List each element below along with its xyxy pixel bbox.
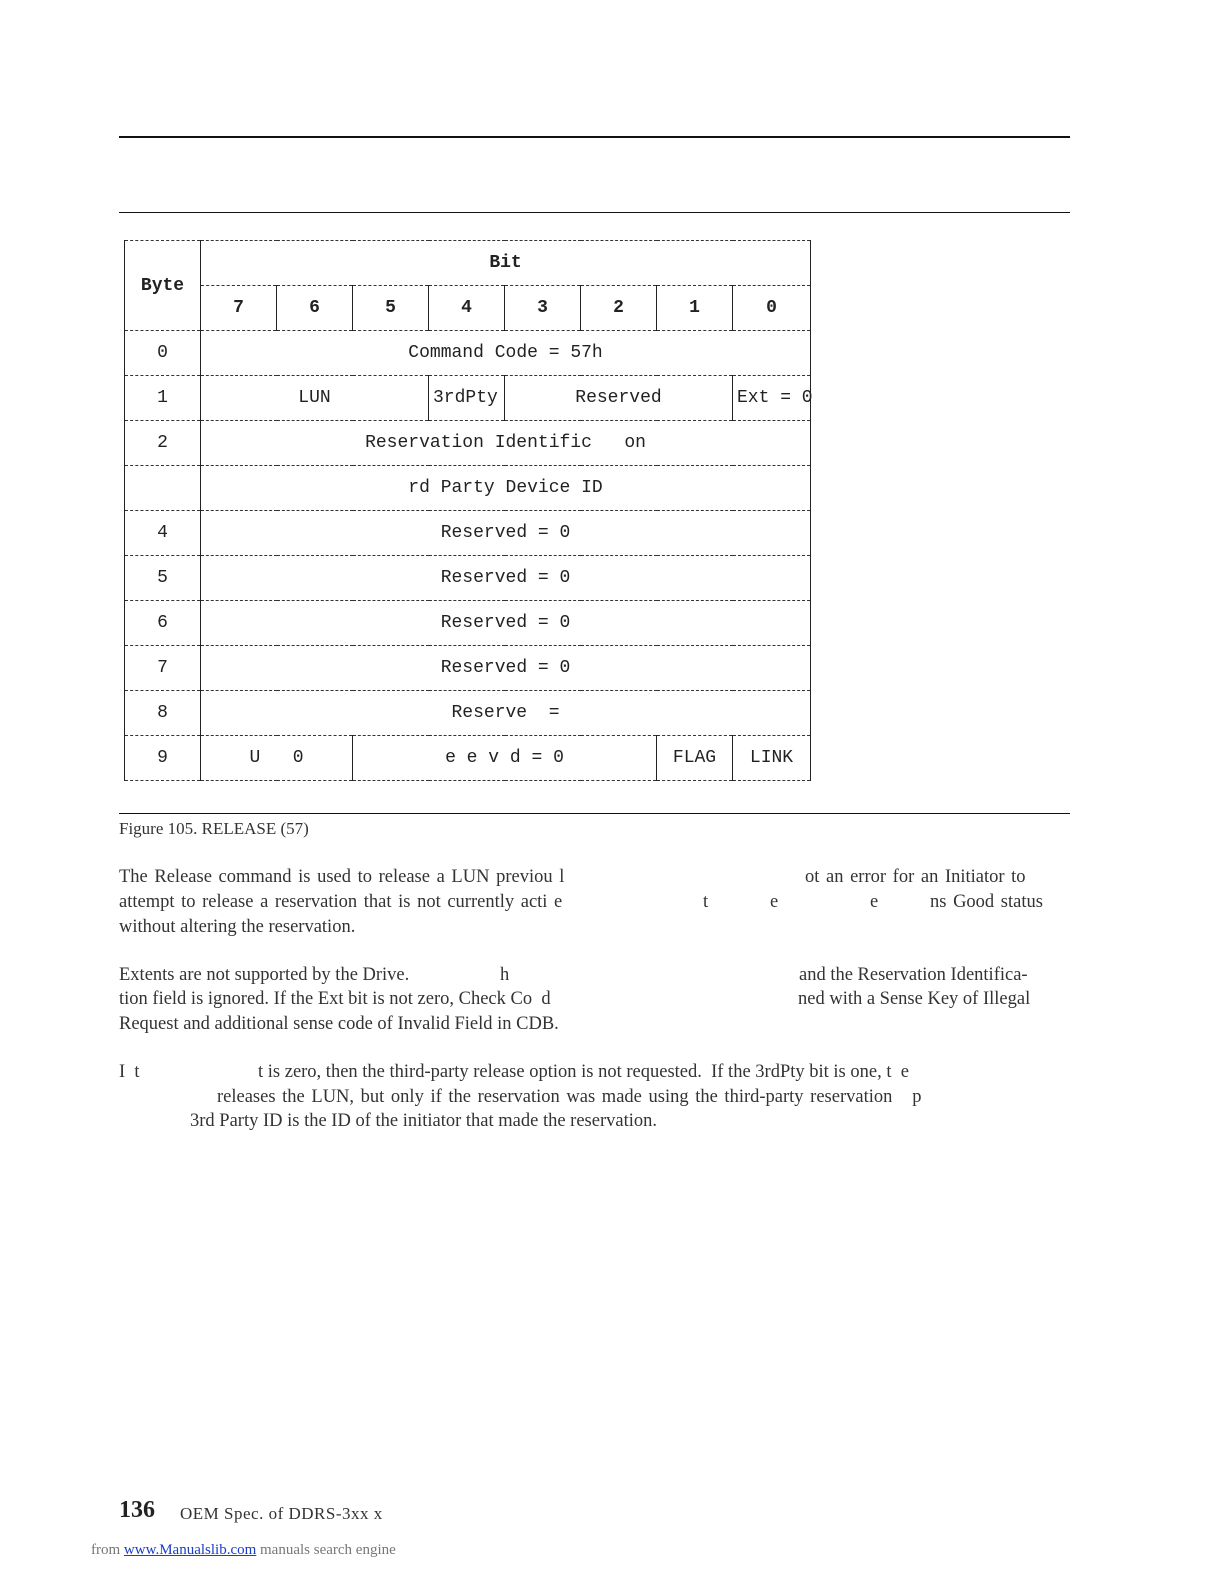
- bit-number: 3: [505, 286, 581, 331]
- figure-caption: Figure 105. RELEASE (57): [119, 819, 309, 838]
- paragraph-2-line: h: [500, 965, 510, 985]
- bit-number-row: [125, 286, 811, 331]
- paragraph-3-line: releases the LUN, but only if the reservation was made using the third-party reservation p: [217, 1087, 922, 1107]
- bit-header: Bit: [201, 241, 811, 286]
- figure-rule: [119, 813, 1070, 814]
- paragraph-1-line: ot an error for an Initiator to: [805, 867, 1026, 887]
- reserved-field: Reserved = 0: [201, 556, 811, 601]
- command-code-field: Command Code = 57h: [201, 331, 811, 376]
- bit-number: 2: [581, 286, 657, 331]
- byte-cell: 0: [125, 331, 201, 376]
- reserved-field: Reserve =: [201, 691, 811, 736]
- lun-field: LUN: [201, 376, 429, 421]
- header-rule-top: [119, 136, 1070, 138]
- table-row: [125, 511, 811, 556]
- paragraph-2-line: tion field is ignored. If the Ext bit is not zero, Check Co d: [119, 989, 551, 1009]
- link-field: LINK: [733, 736, 811, 781]
- bit-number: 1: [657, 286, 733, 331]
- byte-cell: 5: [125, 556, 201, 601]
- third-party-device-id-field: rd Party Device ID: [201, 466, 811, 511]
- reserved-field: Reserved = 0: [201, 601, 811, 646]
- paragraph-1-line: ns Good status: [930, 892, 1043, 912]
- reserved-field: Reserved = 0: [201, 511, 811, 556]
- table-row: [125, 736, 811, 781]
- byte-cell: [125, 466, 201, 511]
- paragraph-1-line: The Release command is used to release a LUN previou l: [119, 867, 565, 887]
- table-row: [125, 646, 811, 691]
- table-header-row: [125, 241, 811, 286]
- reserved-field: Reserved: [505, 376, 733, 421]
- byte-cell: 2: [125, 421, 201, 466]
- paragraph-1-line: e: [770, 892, 779, 912]
- source-tail: manuals search engine: [260, 1542, 396, 1558]
- paragraph-2-line: and the Reservation Identifica-: [799, 965, 1028, 985]
- header-rule-bottom: [119, 212, 1070, 213]
- paragraph-1-line: without altering the reservation.: [119, 917, 356, 937]
- byte-cell: 1: [125, 376, 201, 421]
- byte-cell: 6: [125, 601, 201, 646]
- reserved-field: Reserved = 0: [201, 646, 811, 691]
- reservation-identification-field: Reservation Identific on: [201, 421, 811, 466]
- bit-number: 4: [429, 286, 505, 331]
- table-row: [125, 466, 811, 511]
- bit-number: 5: [353, 286, 429, 331]
- paragraph-2-line: ned with a Sense Key of Illegal: [798, 989, 1031, 1009]
- release-cdb-table: [124, 240, 811, 781]
- reserved-field: e e v d = 0: [353, 736, 657, 781]
- source-attribution: [91, 1542, 396, 1559]
- paragraph-1-line: t: [703, 892, 709, 912]
- byte-cell: 9: [125, 736, 201, 781]
- ext-field: Ext = 0: [733, 376, 811, 421]
- paragraph-2-line: Request and additional sense code of Invalid Field in CDB.: [119, 1014, 559, 1034]
- table-row: [125, 691, 811, 736]
- bit-number: 6: [277, 286, 353, 331]
- paragraph-3-line: t is zero, then the third-party release option is not requested. If the 3rdPty bit is one, t e: [258, 1062, 909, 1082]
- manualslib-link[interactable]: www.Manualslib.com: [123, 1542, 257, 1558]
- byte-cell: 7: [125, 646, 201, 691]
- table-row: [125, 331, 811, 376]
- flag-field: FLAG: [657, 736, 733, 781]
- paragraph-3-line: 3rd Party ID is the ID of the initiator that made the reservation.: [190, 1111, 657, 1131]
- bit-number: 7: [201, 286, 277, 331]
- byte-cell: 8: [125, 691, 201, 736]
- byte-cell: 4: [125, 511, 201, 556]
- paragraph-2-line: Extents are not supported by the Drive.: [119, 965, 410, 985]
- paragraph-1-line: e: [870, 892, 879, 912]
- paragraph-1-line: attempt to release a reservation that is not currently acti e: [119, 892, 563, 912]
- table-row: [125, 376, 811, 421]
- source-from: from: [91, 1542, 121, 1558]
- paragraph-3-line: I t: [119, 1062, 140, 1082]
- table-row: [125, 556, 811, 601]
- third-pty-field: 3rdPty: [429, 376, 505, 421]
- vu-field: U 0: [201, 736, 353, 781]
- page-number: 136: [119, 1497, 155, 1523]
- table-row: [125, 601, 811, 646]
- document-title: OEM Spec. of DDRS-3xx x: [180, 1504, 383, 1523]
- byte-header: Byte: [125, 241, 201, 331]
- bit-number: 0: [733, 286, 811, 331]
- table-row: [125, 421, 811, 466]
